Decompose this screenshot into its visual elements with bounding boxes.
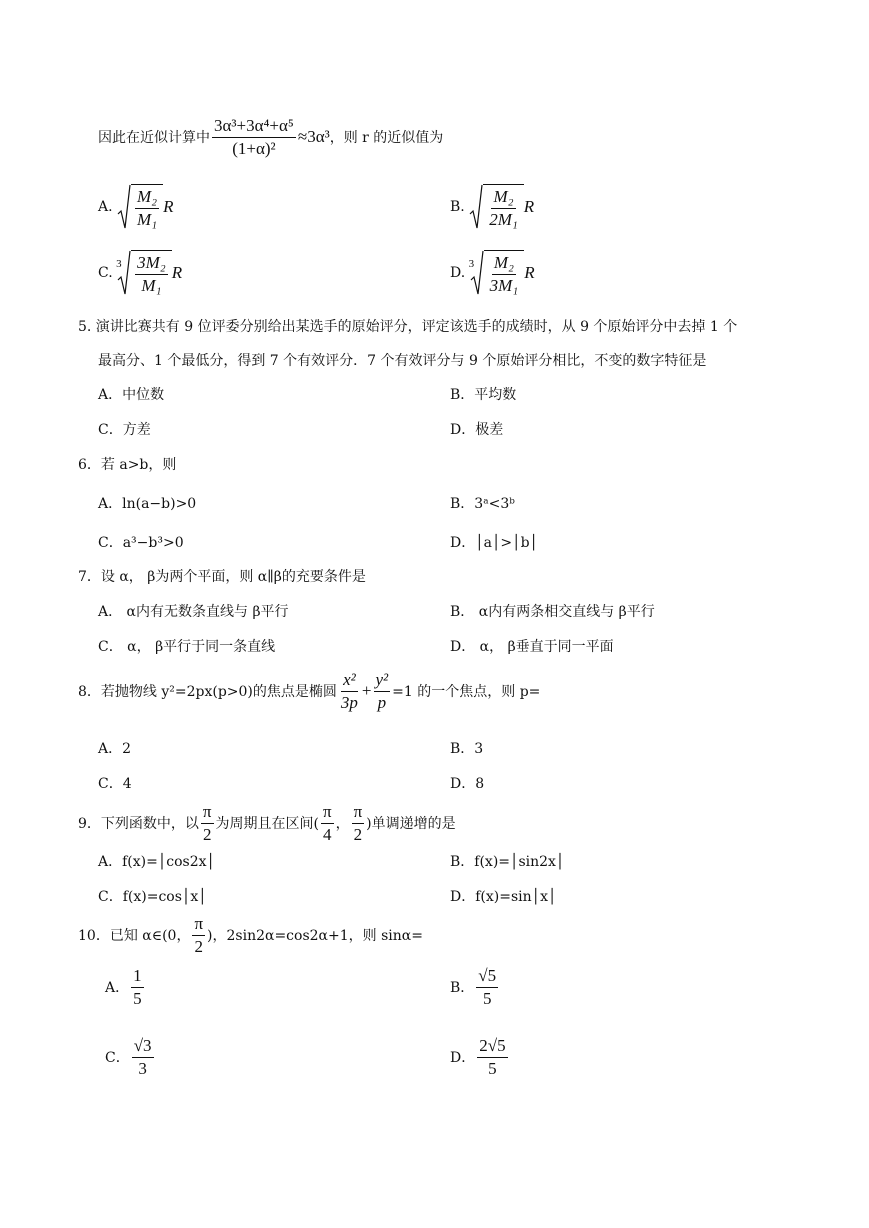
frac-num: π [192,914,205,936]
option-fraction [476,966,498,1008]
option-label: D． [450,1050,476,1067]
opt-den: 2M₁ [489,210,518,229]
q9-comma: ， [335,816,350,833]
opt-num: M₂ [492,253,516,275]
option-fraction [131,966,144,1008]
frac-num: 2√5 [477,1036,507,1058]
cbrt-expression [470,250,525,296]
q9-option-a[interactable]: A．f(x)=│cos2x│ [98,854,215,870]
sqrt-expression [469,184,524,230]
q4-option-a[interactable] [98,184,173,230]
frac-num: π [201,802,214,824]
q9-option-c[interactable]: C．f(x)=cos│x│ [98,889,207,905]
frac-num: √3 [132,1036,154,1058]
option-label: B． [450,980,475,997]
opt-num: M₂ [135,187,159,209]
option-label: B. [450,199,465,215]
frac-num: x² [341,670,358,692]
q4-option-b[interactable] [450,184,534,230]
radical-sign-icon [469,184,483,230]
q4-option-d[interactable] [450,250,535,296]
q10-option-d[interactable] [450,1036,510,1078]
q6-stem: 6．若 a>b，则 [78,457,177,473]
option-fraction [132,1036,154,1078]
q9-interval-left [321,802,334,844]
opt-suffix: R [171,263,183,282]
q7-option-b[interactable]: B． α内有两条相交直线与 β平行 [450,604,655,620]
opt-den: 3M₁ [489,276,519,295]
q9-interval-right [352,802,365,844]
sqrt-expression [117,184,163,230]
option-label: A. [98,199,113,215]
q10-stem-a: 10．已知 α∈(0， [78,928,191,945]
q4-fraction-num: 3α³+3α⁴+α⁵ [212,116,296,138]
q7-option-d[interactable]: D． α， β垂直于同一平面 [450,639,614,655]
q8-frac-x [339,670,360,712]
q4-approx: ≈3α³ [297,127,330,147]
q6-option-c[interactable]: C．a³−b³>0 [98,535,184,551]
q8-stem-a: 8．若抛物线 y²=2px(p>0)的焦点是椭圆 [78,684,337,701]
frac-den: 2 [194,936,203,956]
q9-stem-a: 9．下列函数中，以 [78,816,199,833]
cbrt-expression [117,250,172,296]
frac-den: 5 [482,988,492,1008]
root-index: 3 [116,258,122,270]
root-index: 3 [468,258,475,270]
q9-option-b[interactable]: B．f(x)=│sin2x│ [450,854,565,870]
q9-period-frac [201,802,214,844]
opt-suffix: R [524,263,535,282]
frac-num: y² [374,670,391,692]
opt-suffix: R [163,197,174,216]
frac-num: 1 [131,966,144,988]
opt-den: M₁ [141,276,162,295]
q5-option-d[interactable]: D．极差 [450,422,504,438]
q4-option-c[interactable] [98,250,182,296]
q6-option-d[interactable]: D．│a│>│b│ [450,535,538,551]
radical-sign-icon [470,250,484,296]
q4-stem [98,116,443,158]
frac-den: 3 [138,1058,147,1078]
q8-option-c[interactable]: C．4 [98,776,132,792]
q4-fraction [212,116,296,158]
opt-num: 3M₂ [135,253,168,275]
option-label: C． [105,1050,130,1067]
q6-option-a[interactable]: A．ln(a−b)>0 [98,496,197,512]
q8-frac-y [374,670,391,712]
q5-option-a[interactable]: A．中位数 [98,387,165,403]
q10-stem-b: )，2sin2α=cos2α+1，则 sinα= [207,928,423,945]
option-label: A． [105,980,130,997]
q5-line1: 5. 演讲比赛共有 9 位评委分别给出某选手的原始评分，评定该选手的成绩时，从 9 个原始评分中去掉 1 个 [78,319,738,335]
option-fraction [477,1036,507,1078]
frac-den: p [377,692,387,712]
q9-stem-c: )单调递增的是 [366,816,456,833]
q10-frac [192,914,205,956]
q7-option-a[interactable]: A． α内有无数条直线与 β平行 [98,604,289,620]
frac-den: 2 [202,824,212,844]
radical-sign-icon [117,184,131,230]
q10-option-c[interactable] [105,1036,156,1078]
frac-den: 2 [353,824,363,844]
q4-tail: ，则 r 的近似值为 [329,130,444,147]
option-label: C. [98,265,113,281]
radical-sign-icon [117,250,131,296]
q8-option-a[interactable]: A．2 [98,741,132,757]
q9-stem-b: 为周期且在区间( [215,816,319,833]
q8-option-b[interactable]: B．3 [450,741,484,757]
option-label: D. [450,265,466,281]
q6-option-b[interactable]: B．3ᵃ<3ᵇ [450,496,515,512]
q10-stem [78,914,423,956]
frac-num: √5 [476,966,498,988]
q5-option-b[interactable]: B．平均数 [450,387,517,403]
q5-option-c[interactable]: C．方差 [98,422,151,438]
opt-den: M₁ [137,210,158,229]
frac-den: 3p [340,692,358,712]
q8-stem [78,670,540,712]
q5-line2: 最高分、1 个最低分，得到 7 个有效评分．7 个有效评分与 9 个原始评分相比，不变的数字特征是 [98,353,707,369]
frac-num: π [352,802,365,824]
q7-stem: 7．设 α， β为两个平面，则 α∥β的充要条件是 [78,569,366,585]
q10-option-a[interactable] [105,966,146,1008]
plus-sign: + [361,681,372,701]
q10-option-b[interactable] [450,966,500,1008]
frac-den: 4 [323,824,332,844]
frac-num: π [321,802,334,824]
q4-fraction-den: (1+α)² [232,138,276,158]
opt-suffix: R [523,197,535,216]
q8-option-d[interactable]: D．8 [450,776,485,792]
q7-option-c[interactable]: C． α， β平行于同一条直线 [98,639,276,655]
q4-intro: 因此在近似计算中 [98,130,210,147]
q9-option-d[interactable]: D．f(x)=sin│x│ [450,889,557,905]
opt-num: M₂ [491,187,515,209]
q9-stem [78,802,456,844]
q8-stem-b: =1 的一个焦点，则 p= [392,684,541,701]
frac-den: 5 [133,988,142,1008]
frac-den: 5 [488,1058,497,1078]
